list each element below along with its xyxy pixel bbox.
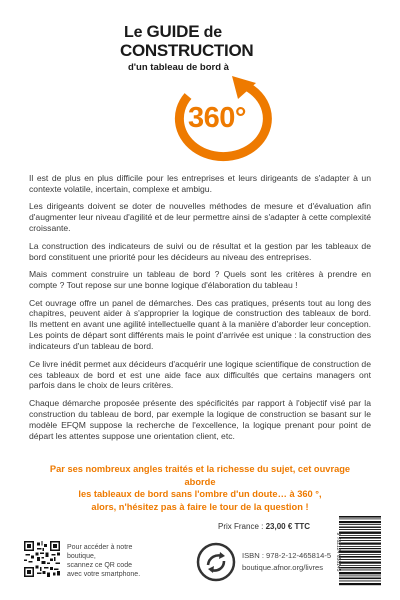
- highlight-line: les tableaux de bord sans l'ombre d'un doute… à 360 °,: [78, 489, 322, 499]
- degree-label: 360°: [188, 102, 246, 134]
- qr-line: avec votre smartphone.: [67, 571, 141, 578]
- paragraph: Mais comment construire un tableau de bord ? Quels sont les critères à prendre en compte ? Tout repose sur une bonne logique d'élaboration du tableau !: [29, 269, 371, 291]
- price: [218, 522, 310, 531]
- title-line-1: [124, 22, 222, 42]
- paragraph: Chaque démarche proposée présente des spécificités par rapport à l'objectif visé par la construction du tableau de bord, par exemple la logique de construction se basant sur le modèle EFQM suppose la recherche de l'excellence, la logique prenant pour point de départ les attentes suppose une orientation client, etc.: [29, 397, 371, 441]
- qr-line: Pour accéder à notre boutique,: [67, 544, 133, 560]
- shop-url[interactable]: boutique.afnor.org/livres: [242, 563, 324, 572]
- title-de: de: [199, 24, 222, 41]
- price-label: Prix France :: [218, 522, 266, 531]
- barcode: [336, 514, 386, 588]
- qr-code: [24, 541, 60, 577]
- paragraph: Il est de plus en plus difficile pour les entreprises et leurs dirigeants de s'adapter à un contexte volatile, incertain, complexe et ambigu.: [29, 173, 371, 194]
- recycle-logo: [196, 542, 236, 582]
- title-article: Le: [124, 24, 147, 41]
- price-value: 23,00 € TTC: [265, 522, 311, 531]
- barcode-number: 9 782124 658145: [335, 532, 341, 572]
- isbn-block: [242, 550, 331, 574]
- qr-instructions: [67, 543, 145, 579]
- paragraph: Les dirigeants doivent se doter de nouvelles méthodes de mesure et d'évaluation afin d'augmenter leur niveau d'agilité et de leur permettre ainsi de s'adapter à cette complexité croissante.: [29, 201, 371, 234]
- isbn: ISBN : 978-2-12-465814-5: [242, 551, 332, 560]
- highlight-quote: [36, 463, 364, 513]
- paragraph: Ce livre inédit permet aux décideurs d'acquérir une logique scientifique de construction de ces tableaux de bord et est une aide face aux difficultés que certains managers ont parfois dans le choix de leurs critères.: [29, 358, 371, 391]
- highlight-line: alors, n'hésitez pas à faire le tour de la question !: [91, 501, 309, 512]
- title-guide: GUIDE: [146, 22, 200, 41]
- title-line-3: d'un tableau de bord à: [128, 62, 229, 73]
- qr-line: scannez ce QR code: [67, 562, 132, 569]
- paragraph: La construction des indicateurs de suivi ou de résultat et la gestion par les tableaux de bord constituent une priorité pour les décideurs au niveau des entreprises.: [29, 240, 371, 262]
- paragraph: Cet ouvrage offre un panel de démarches. Des cas pratiques, présents tout au long des chapitres, peuvent aider à s'approprier la logique de construction des tableaux de bord. Ils mettent en avant une agilité intellectuelle quant à la manière d'aborder leur conception. Les points de départ sont différents mais le point d'arrivée est unique : la construction des indicateurs d'un tableau de bord.: [29, 297, 371, 352]
- highlight-line: Par ses nombreux angles traités et la richesse du sujet, cet ouvrage aborde: [49, 464, 351, 487]
- back-cover-text: [29, 173, 371, 448]
- title-line-2: CONSTRUCTION: [120, 41, 254, 60]
